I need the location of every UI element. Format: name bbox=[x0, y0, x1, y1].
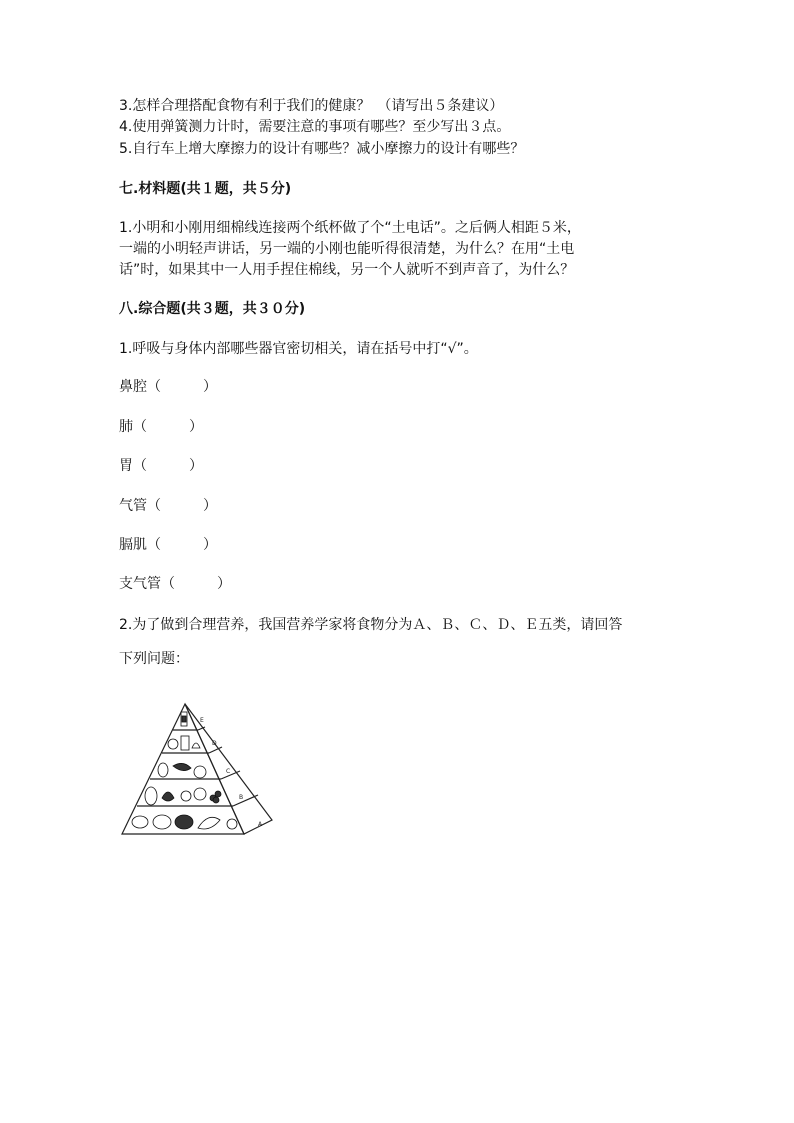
pyramid-label-e: E bbox=[200, 717, 204, 724]
pyramid-label-d: D bbox=[212, 740, 217, 747]
section-7-q1-line-1: 1.小明和小刚用细棉线连接两个纸杯做了个“土电话”。之后俩人相距５米， bbox=[119, 220, 581, 236]
question-3: 3.怎样合理搭配食物有利于我们的健康？ （请写出５条建议） bbox=[119, 98, 504, 114]
organ-item: 支气管（ ） bbox=[119, 576, 231, 592]
organ-item: 鼻腔（ ） bbox=[119, 379, 217, 395]
pyramid-label-c: C bbox=[226, 768, 231, 775]
section-8-q1: 1.呼吸与身体内部哪些器官密切相关，请在括号中打“√”。 bbox=[119, 341, 478, 357]
section-7-q1-line-2: 一端的小明轻声讲话，另一端的小刚也能听得很清楚，为什么？在用“土电 bbox=[119, 241, 575, 257]
section-8-title: 八.综合题(共３题，共３０分) bbox=[119, 301, 306, 317]
question-5: 5.自行车上增大摩擦力的设计有哪些？减小摩擦力的设计有哪些？ bbox=[119, 141, 525, 157]
section-8-q2-line-2: 下列问题： bbox=[119, 651, 189, 667]
food-pyramid-figure bbox=[118, 700, 276, 842]
organ-item: 膈肌（ ） bbox=[119, 537, 217, 553]
section-7-title: 七.材料题(共１题，共５分) bbox=[119, 181, 292, 197]
pyramid-label-a: A bbox=[258, 821, 263, 828]
section-7-q1-line-3: 话”时，如果其中一人用手捏住棉线，另一个人就听不到声音了，为什么？ bbox=[119, 262, 575, 278]
pyramid-outline bbox=[122, 704, 272, 834]
section-8-q2-line-1: 2.为了做到合理营养，我国营养学家将食物分为Ａ、Ｂ、Ｃ、Ｄ、Ｅ五类，请回答 bbox=[119, 617, 623, 633]
question-4: 4.使用弹簧测力计时，需要注意的事项有哪些？至少写出３点。 bbox=[119, 119, 511, 135]
organ-item: 胃（ ） bbox=[119, 458, 203, 474]
organ-item: 肺（ ） bbox=[119, 419, 203, 435]
organ-item: 气管（ ） bbox=[119, 498, 217, 514]
pyramid-level-labels bbox=[200, 717, 263, 828]
pyramid-label-b: B bbox=[239, 794, 244, 801]
